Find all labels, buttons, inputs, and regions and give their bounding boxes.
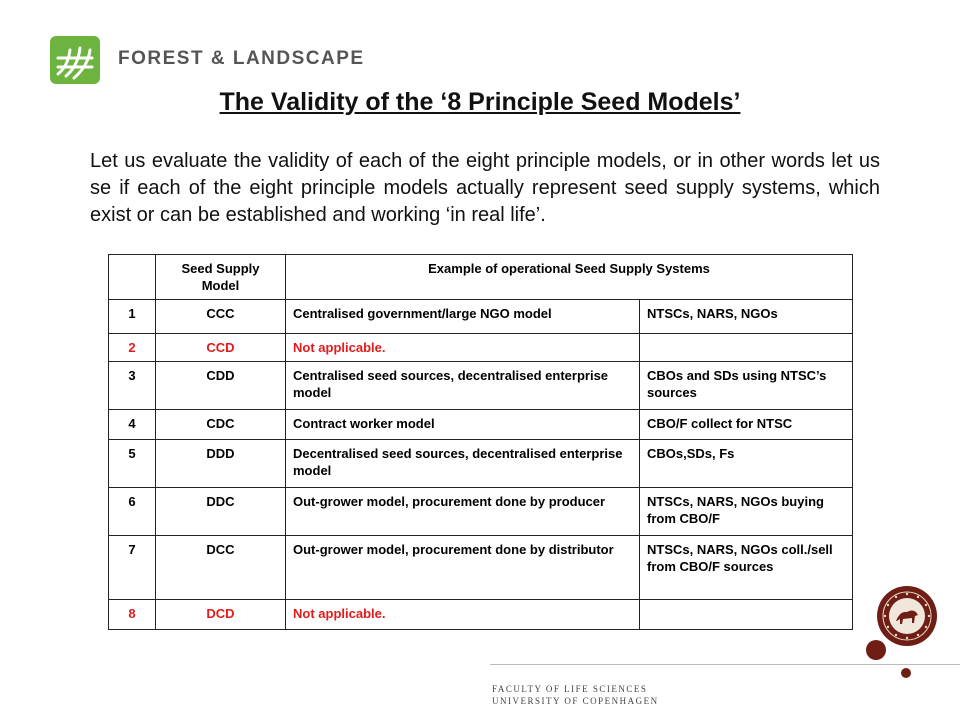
- row-model: CDD: [156, 362, 286, 410]
- header-num: [109, 255, 156, 300]
- row-number: 4: [109, 410, 156, 440]
- row-number: 7: [109, 536, 156, 600]
- row-example: NTSCs, NARS, NGOs: [640, 300, 853, 334]
- row-model: DCC: [156, 536, 286, 600]
- footer-divider: [490, 664, 960, 665]
- row-description: Centralised seed sources, decentralised enterprise model: [286, 362, 640, 410]
- row-number: 6: [109, 488, 156, 536]
- row-example: CBOs,SDs, Fs: [640, 440, 853, 488]
- row-description: Not applicable.: [286, 334, 640, 362]
- faculty-label: [492, 683, 659, 707]
- row-number: 2: [109, 334, 156, 362]
- table-row: [109, 362, 853, 410]
- row-description: Centralised government/large NGO model: [286, 300, 640, 334]
- row-model: CCC: [156, 300, 286, 334]
- row-description: Not applicable.: [286, 600, 640, 630]
- row-model: CDC: [156, 410, 286, 440]
- row-model: DDC: [156, 488, 286, 536]
- row-description: Out-grower model, procurement done by distributor: [286, 536, 640, 600]
- row-example: CBOs and SDs using NTSC’s sources: [640, 362, 853, 410]
- row-model: CCD: [156, 334, 286, 362]
- row-description: Out-grower model, procurement done by producer: [286, 488, 640, 536]
- table-row: [109, 536, 853, 600]
- row-number: 8: [109, 600, 156, 630]
- row-example: [640, 600, 853, 630]
- row-model: DDD: [156, 440, 286, 488]
- row-example: [640, 334, 853, 362]
- table-row: [109, 488, 853, 536]
- row-example: CBO/F collect for NTSC: [640, 410, 853, 440]
- row-description: Decentralised seed sources, decentralised enterprise model: [286, 440, 640, 488]
- table-row: [109, 600, 853, 630]
- forest-landscape-logo-icon: [50, 36, 100, 84]
- table-row: [109, 300, 853, 334]
- seed-models-table: [108, 254, 853, 630]
- row-model: DCD: [156, 600, 286, 630]
- faculty-line-1: FACULTY OF LIFE SCIENCES: [492, 684, 648, 694]
- header-example: Example of operational Seed Supply Systems: [286, 255, 853, 300]
- row-example: NTSCs, NARS, NGOs buying from CBO/F: [640, 488, 853, 536]
- decorative-dot-small: [901, 668, 911, 678]
- row-description: Contract worker model: [286, 410, 640, 440]
- header-model: Seed Supply Model: [156, 255, 286, 300]
- university-seal-icon: [876, 585, 938, 647]
- row-number: 5: [109, 440, 156, 488]
- slide-title: The Validity of the ‘8 Principle Seed Models’: [219, 88, 741, 116]
- table-row: [109, 410, 853, 440]
- decorative-dot-large: [866, 640, 886, 660]
- table-row: [109, 334, 853, 362]
- row-number: 1: [109, 300, 156, 334]
- table-header-row: [109, 255, 853, 300]
- row-number: 3: [109, 362, 156, 410]
- faculty-line-2: UNIVERSITY OF COPENHAGEN: [492, 696, 659, 706]
- intro-paragraph: Let us evaluate the validity of each of the eight principle models, or in other words let us se if each of the eight principle models actually represent seed supply systems, which exist or can be established and working ‘in real life’.: [90, 150, 880, 226]
- table-row: [109, 440, 853, 488]
- row-example: NTSCs, NARS, NGOs coll./sell from CBO/F sources: [640, 536, 853, 600]
- brand-name: FOREST & LANDSCAPE: [118, 48, 365, 69]
